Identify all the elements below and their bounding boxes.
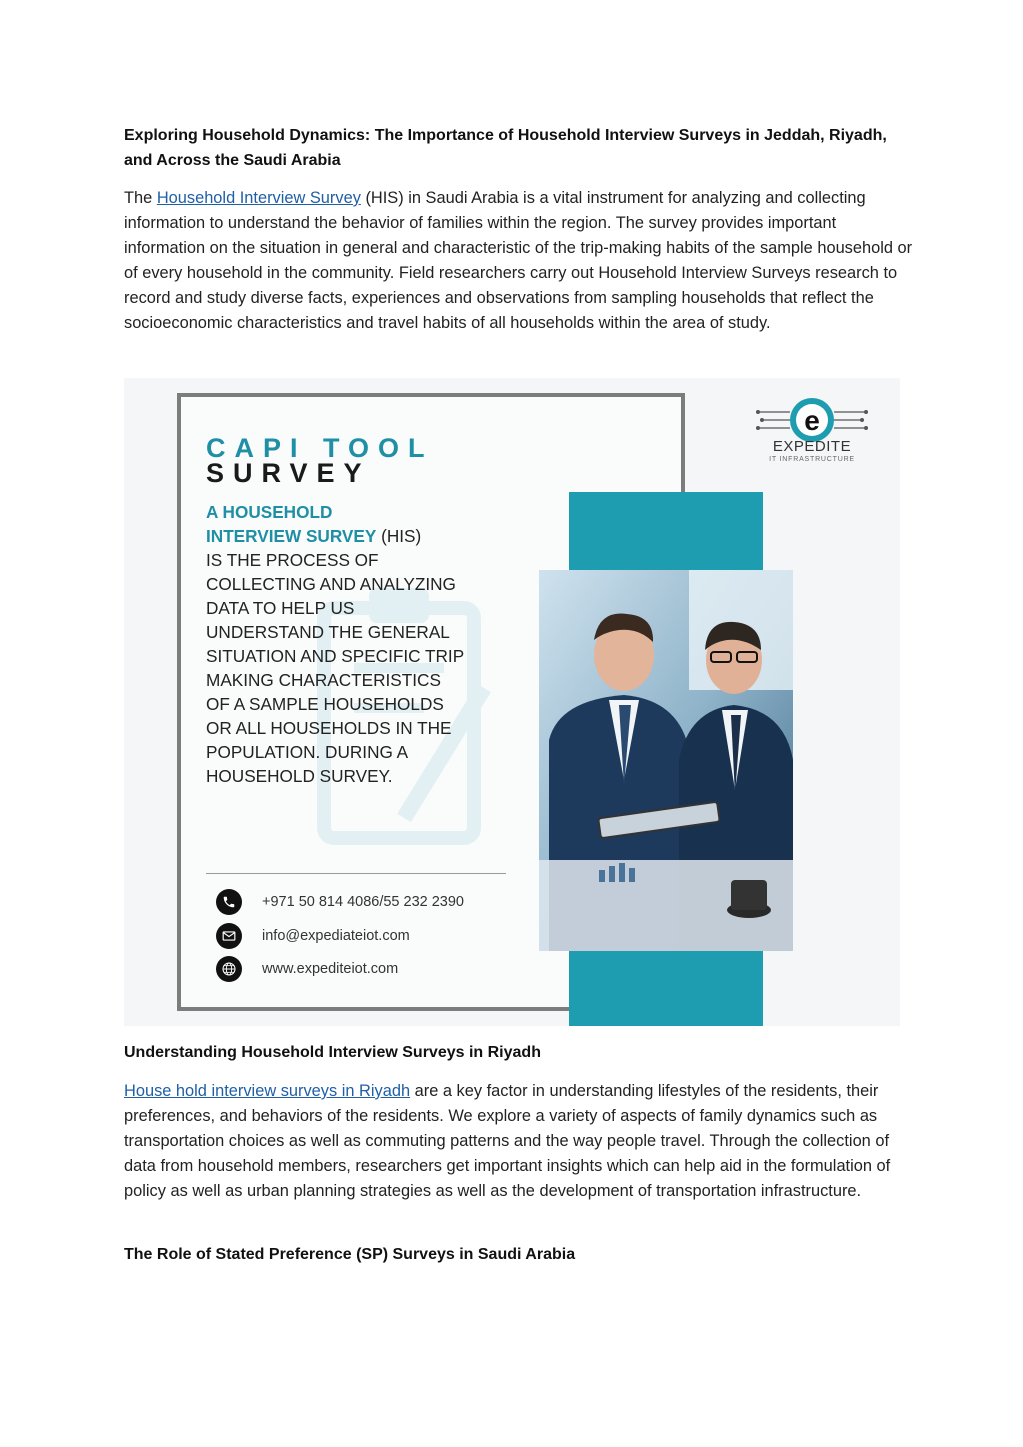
section2-heading: The Role of Stated Preference (SP) Surveys in Saudi Arabia — [124, 1246, 576, 1263]
mail-icon — [216, 923, 242, 949]
contact-phone — [216, 889, 464, 915]
banner-highlight-suffix: (HIS) — [381, 526, 422, 546]
intro-paragraph — [124, 186, 914, 336]
section1-paragraph — [124, 1079, 914, 1204]
banner-highlight-1: A HOUSEHOLD — [206, 502, 333, 522]
logo-tagline: IT INFRASTRUCTURE — [769, 456, 855, 463]
article-heading: Exploring Household Dynamics: The Importance of Household Interview Surveys in Jeddah, Riyadh, and Across the Saudi Arabia — [124, 127, 887, 169]
intro-prefix: The — [124, 189, 153, 207]
contact-phone-text: +971 50 814 4086/55 232 2390 — [262, 894, 464, 910]
section1-heading: Understanding Household Interview Surveys in Riyadh — [124, 1044, 541, 1061]
household-interview-survey-link[interactable]: Household Interview Survey — [156, 189, 361, 207]
contact-email-text: info@expediateiot.com — [262, 928, 410, 944]
phone-icon — [216, 889, 242, 915]
banner-description — [206, 500, 466, 788]
banner-body: IS THE PROCESS OF COLLECTING AND ANALYZING DATA TO HELP US UNDERSTAND THE GENERAL SITUATION AND SPECIFIC TRIP MAKING CHARACTERISTICS OF A SAMPLE HOUSEHOLDS OR ALL HOUSEHOLDS IN THE POPULATION. DURING A HOUSEHOLD SURVEY. — [206, 550, 464, 786]
banner-title-line2: SURVEY — [206, 458, 371, 488]
logo-letter: e — [804, 405, 820, 436]
contact-website — [216, 956, 398, 982]
riyadh-survey-link[interactable]: House hold interview surveys in Riyadh — [124, 1082, 411, 1100]
banner-highlight-2: INTERVIEW SURVEY — [206, 526, 377, 546]
logo-wordmark: EXPEDITE — [772, 438, 852, 455]
business-meeting-photo — [539, 570, 793, 951]
contact-website-text: www.expediteiot.com — [262, 961, 399, 977]
banner-divider — [206, 873, 506, 874]
contact-email — [216, 923, 410, 949]
capi-tool-banner — [124, 378, 900, 1026]
banner-title-line1: CAPI TOOL — [206, 433, 434, 463]
globe-icon — [216, 956, 242, 982]
section1-text: are a key factor in understanding lifestyles of the residents, their preferences, and behaviors of the residents. We explore a variety of aspects of family dynamics such as transportation choices as well as commuting patterns and the way people travel. Through the collection of data from household members, researchers get important insights which can help aid in the formulation of policy as well as urban planning strategies as well as the development of transportation infrastructure. — [124, 1082, 891, 1200]
intro-text: (HIS) in Saudi Arabia is a vital instrument for analyzing and collecting information to understand the behavior of families within the region. The survey provides important information on the situation in general and characteristic of the trip-making habits of the sample household or of every household in the community. Field researchers carry out Household Interview Surveys research to record and study diverse facts, experiences and observations from sampling households that reflect the socioeconomic characteristics and travel habits of all households within the area of study. — [124, 189, 913, 332]
